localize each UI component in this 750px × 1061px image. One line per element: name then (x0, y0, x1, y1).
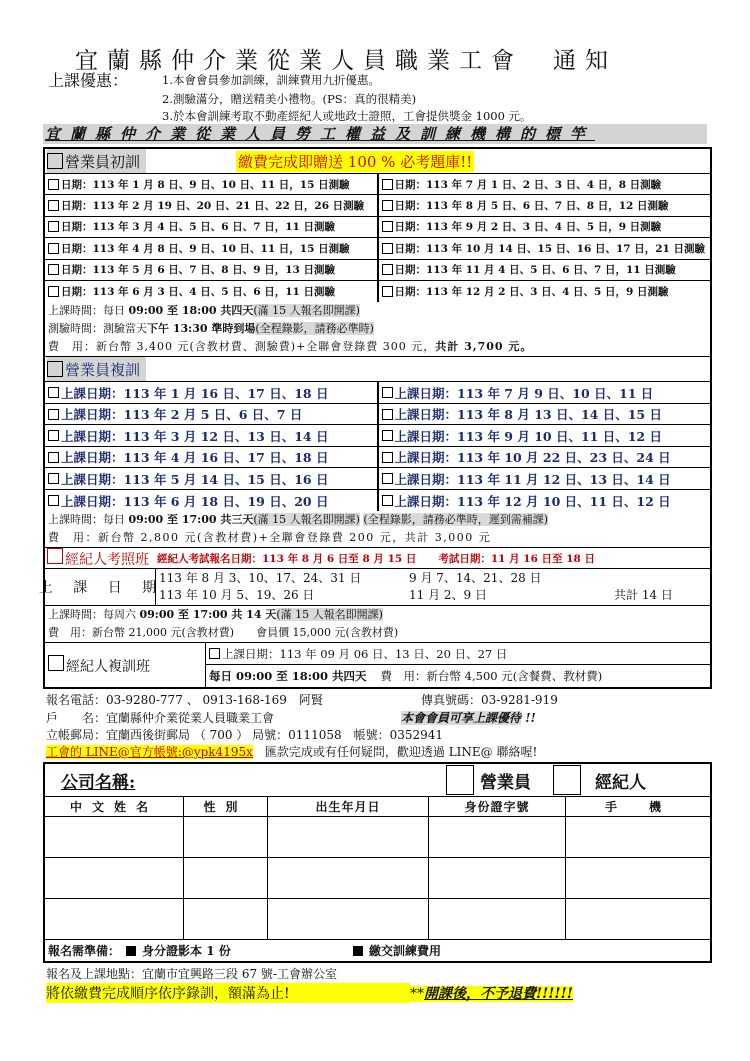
birthdate-input[interactable] (267, 899, 428, 939)
date-checkbox[interactable] (382, 221, 393, 232)
initial-date-row (45, 238, 710, 259)
initial-date-row (45, 195, 710, 216)
benefits-label: 上課優惠： (48, 71, 129, 90)
date-checkbox[interactable] (48, 452, 59, 463)
mobile-input[interactable] (565, 858, 710, 898)
initial-checkbox[interactable] (47, 153, 63, 169)
value: 09:00 至 18:00 共四天 (128, 304, 254, 318)
section-title: 經紀人複訓班 (66, 658, 150, 675)
gender-input[interactable] (183, 858, 267, 898)
broker-header (45, 548, 710, 569)
initial-date-row (45, 281, 710, 302)
id-input[interactable] (428, 817, 565, 857)
refund-prefix: ** (410, 986, 424, 1002)
date-checkbox[interactable] (382, 264, 393, 275)
fee: 費 用：新台幣 2,800 元(含教材費)+全聯會登錄費 200 元，共計 3,000 元 (48, 531, 492, 545)
date-option: 上課日期：113 年 1 月 16 日、17 日、18 日 (61, 385, 329, 401)
dates: 上課日期：113 年 09 月 06 日、13 日、20 日、27 日 (222, 646, 508, 661)
header-mobile: 手 機 (565, 797, 710, 816)
date-checkbox[interactable] (48, 495, 59, 506)
dates: 11 月 2、9 日 (409, 588, 487, 603)
refresher-info (45, 511, 710, 548)
fee (45, 338, 710, 356)
date-option: 日期：113 年 11 月 4 日、5 日、6 日、7 日，11 日測驗 (394, 264, 676, 277)
date-checkbox[interactable] (48, 430, 59, 441)
form-entry-row (45, 899, 710, 940)
line-line (46, 743, 537, 760)
session-checkbox[interactable] (209, 648, 220, 659)
date-checkbox[interactable] (48, 409, 59, 420)
section-title: 營業員初訓 (65, 152, 141, 171)
date-option: 上課日期：113 年 3 月 12 日、13 日、14 日 (61, 428, 329, 444)
company-row (45, 764, 710, 797)
notice-label: 通知 (553, 48, 617, 74)
order-note: 將依繳費完成順序依序錄訓，額滿為止! (46, 983, 410, 1003)
benefit-item: 1.本會會員參加訓練，訓練費用九折優惠。 (162, 73, 380, 87)
date-option: 上課日期：113 年 6 月 18 日、19 日、20 日 (61, 493, 329, 509)
form-entry-row (45, 817, 710, 858)
fee-total: 共計 3,700 元。 (435, 340, 533, 354)
date-checkbox[interactable] (382, 179, 393, 190)
refund-note: 開課後，不予退費!!!!!! (424, 986, 573, 1002)
initial-header (45, 149, 710, 174)
prep-item: 身分證影本 1 份 (142, 944, 231, 958)
date-option: 日期：113 年 4 月 8 日、9 日、10 日、11 日，15 日測驗 (61, 242, 350, 255)
date-option: 日期：113 年 12 月 2 日、3 日、4 日、5 日，9 日測驗 (394, 286, 669, 299)
name-input[interactable] (45, 817, 183, 857)
date-option: 日期：113 年 1 月 8 日、9 日、10 日、11 日，15 日測驗 (61, 178, 350, 191)
broker-dates (38, 569, 710, 606)
broker-refresh-checkbox[interactable] (48, 655, 64, 671)
salesperson-checkbox[interactable] (446, 765, 474, 795)
promo-badge: 繳費完成即贈送 100 % 必考題庫!! (238, 152, 473, 171)
date-checkbox[interactable] (382, 200, 393, 211)
post-office: 立帳郵局：宜蘭西後街郵局 （ 700 ） 局號：0111058 帳號：0352941 (46, 728, 444, 742)
refresher-date-row (45, 404, 710, 426)
filled-square-icon (353, 946, 363, 956)
refresher-date-row (45, 425, 710, 447)
broker-label: 經紀人 (595, 772, 646, 793)
salesperson-label: 營業員 (480, 772, 531, 793)
date-checkbox[interactable] (382, 430, 393, 441)
birthdate-input[interactable] (267, 817, 428, 857)
initial-info (45, 302, 710, 357)
form-header (45, 797, 710, 817)
refresher-date-row (45, 382, 710, 404)
date-option: 日期：113 年 2 月 19 日、20 日、21 日、22 日，26 日測驗 (61, 200, 365, 213)
broker-checkbox[interactable] (47, 548, 63, 564)
refresher-date-row (45, 447, 710, 469)
account-line (46, 709, 536, 726)
date-option: 上課日期：113 年 12 月 10 日、11 日、12 日 (394, 493, 671, 509)
fee: 費 用：新台幣 21,000 元(含教材費) 會員價 15,000 元(含教材費) (48, 626, 399, 640)
header-name: 中文姓名 (69, 800, 158, 814)
broker-refresh (45, 643, 710, 687)
line-account-link[interactable]: 工會的 LINE@官方帳號:@ypk4195x (46, 745, 253, 759)
date-checkbox[interactable] (382, 452, 393, 463)
fee: 費 用：新台幣 4,500 元(含餐費、教材費) (380, 668, 603, 683)
section-title: 營業員複訓 (65, 360, 141, 379)
date-checkbox[interactable] (48, 221, 59, 232)
note: (全程錄影，請務必準時) (255, 322, 374, 336)
gender-input[interactable] (183, 899, 267, 939)
label: 上課時間：每日 (48, 304, 129, 318)
date-option: 上課日期：113 年 11 月 12 日、13 日、14 日 (394, 471, 671, 487)
union-name: 宜蘭縣仲介業從業人員職業工會 (75, 48, 523, 74)
course-table (38, 147, 712, 689)
date-checkbox[interactable] (382, 473, 393, 484)
order-line (46, 983, 573, 1003)
date-checkbox[interactable] (48, 179, 59, 190)
refresher-date-row (45, 468, 710, 490)
date-option: 上課日期：113 年 8 月 13 日、14 日、15 日 (394, 407, 662, 423)
note: (滿 15 人報名即開課) (253, 513, 360, 527)
date-checkbox[interactable] (48, 286, 59, 297)
form-entry-row (45, 858, 710, 899)
broker-checkbox[interactable] (553, 765, 581, 795)
dates: 113 年 8 月 3、10、17、24、31 日 (159, 571, 362, 586)
note: (全程錄影，請務必準時，遲到需補課) (363, 513, 549, 527)
benefit-item: 2.測驗滿分，贈送精美小禮物。(PS：真的很精美) (162, 92, 417, 106)
class-time (45, 511, 710, 529)
slogan-banner: 宜蘭縣仲介業從業人員勞工權益及訓練機構的標竿 (43, 124, 707, 144)
refresher-date-row (45, 490, 710, 512)
date-option: 日期：113 年 7 月 1 日、2 日、3 日、4 日，8 日測驗 (394, 178, 662, 191)
class-time (45, 606, 710, 624)
header-id: 身份證字號 (428, 797, 565, 816)
date-checkbox[interactable] (382, 387, 393, 398)
initial-date-row (45, 217, 710, 238)
birthdate-input[interactable] (267, 858, 428, 898)
gender-input[interactable] (183, 817, 267, 857)
id-input[interactable] (428, 899, 565, 939)
date-checkbox[interactable] (48, 243, 59, 254)
note: (滿 15 人報名即開課) (253, 304, 360, 318)
date-checkbox[interactable] (382, 409, 393, 420)
header-birthdate: 出生年月日 (267, 797, 428, 816)
date-option: 上課日期：113 年 5 月 14 日、15 日、16 日 (61, 471, 329, 487)
label: 上課時間：每周六 (48, 608, 140, 622)
name-input[interactable] (45, 899, 183, 939)
exam-time (45, 320, 710, 338)
prep-item: 繳交訓練費用 (369, 944, 442, 958)
dates: 113 年 10 月 5、19、26 日 (159, 588, 315, 603)
date-checkbox[interactable] (382, 243, 393, 254)
date-option: 上課日期：113 年 10 月 22 日、23 日、24 日 (394, 450, 671, 466)
date-checkbox[interactable] (48, 264, 59, 275)
company-label: 公司名稱: (61, 772, 136, 793)
date-option: 日期：113 年 9 月 2 日、3 日、4 日、5 日，9 日測驗 (394, 221, 662, 234)
value: 09:00 至 17:00 共 14 天 (139, 608, 277, 622)
note: (滿 15 人報名即開課) (276, 608, 383, 622)
page-title (75, 42, 617, 75)
date-option: 日期：113 年 5 月 6 日、7 日、8 日、9 日，13 日測驗 (61, 264, 335, 277)
account-name: 戶 名：宜蘭縣仲介業從業人員職業工會 (46, 711, 275, 725)
fee-text: 費 用：新台幣 3,400 元(含教材費、測驗費)+全聯會登錄費 300 元， (48, 340, 436, 354)
mobile-input[interactable] (565, 899, 710, 939)
dates: 9 月 7、14、21、28 日 (409, 571, 542, 586)
broker-info (45, 606, 710, 643)
initial-date-row (45, 260, 710, 281)
member-note-excl: !! (521, 711, 536, 725)
date-checkbox[interactable] (48, 387, 59, 398)
phone: 報名電話：03-9280-777 、 0913-168-169 阿賢 (46, 693, 323, 707)
value: 下午 13:30 準時到場 (147, 322, 256, 336)
class-time (45, 302, 710, 320)
date-line (159, 570, 710, 587)
date-option: 上課日期：113 年 4 月 16 日、17 日、18 日 (61, 450, 329, 466)
date-option: 日期：113 年 6 月 3 日、4 日、5 日、6 日，11 日測驗 (61, 286, 335, 299)
mobile-input[interactable] (565, 817, 710, 857)
id-input[interactable] (428, 858, 565, 898)
date-line (159, 587, 710, 604)
line-note: 匯款完成或有任何疑問，歡迎透過 LINE@ 聯絡喔! (264, 745, 538, 759)
date-checkbox[interactable] (382, 286, 393, 297)
date-option: 上課日期：113 年 2 月 5 日、6 日、7 日 (61, 407, 303, 423)
refresher-header (45, 357, 710, 382)
phone-line (46, 691, 558, 708)
date-option: 日期：113 年 3 月 4 日、5 日、6 日、7 日，11 日測驗 (61, 221, 335, 234)
refresher-checkbox[interactable] (47, 361, 63, 377)
total-days: 共計 14 日 (614, 588, 673, 603)
prep-label: 報名需準備： (48, 944, 121, 958)
label: 上課時間：每日 (48, 513, 129, 527)
exam-dates: 考試日期：11 月 16 日至 18 日 (438, 552, 595, 565)
registration-dates: 經紀人考試報名日期：113 年 8 月 6 日至 8 月 15 日 (157, 552, 417, 565)
prep-row (45, 940, 710, 961)
value: 09:00 至 17:00 共三天 (128, 513, 254, 527)
name-input[interactable] (45, 858, 183, 898)
date-option: 上課日期：113 年 7 月 9 日、10 日、11 日 (394, 385, 654, 401)
date-option: 日期：113 年 8 月 5 日、6 日、7 日、8 日，12 日測驗 (394, 200, 669, 213)
date-checkbox[interactable] (382, 495, 393, 506)
class-time: 每日 09:00 至 18:00 共四天 (209, 668, 367, 683)
label: 測驗時間：測驗當天 (48, 322, 147, 336)
member-note: 本會會員可享上課優待 (401, 711, 522, 725)
initial-date-row (45, 174, 710, 195)
registration-form (43, 762, 712, 963)
address: 報名及上課地點：宜蘭市宜興路三段 67 號-工會辦公室 (46, 967, 337, 981)
benefit-item: 3.於本會訓練考取不動產經紀人或地政士證照，工會提供獎金 1000 元。 (162, 109, 532, 123)
section-title: 經紀人考照班 (65, 551, 149, 568)
date-option: 上課日期：113 年 9 月 10 日、11 日、12 日 (394, 428, 662, 444)
date-checkbox[interactable] (48, 200, 59, 211)
filled-square-icon (126, 946, 136, 956)
fax: 傳真號碼：03-9281-919 (421, 693, 558, 707)
date-option: 日期：113 年 10 月 14 日、15 日、16 日、17 日，21 日測驗 (394, 242, 705, 255)
date-checkbox[interactable] (48, 473, 59, 484)
date-label: 上 課 日 期 (38, 580, 165, 597)
header-gender: 性別 (183, 797, 267, 816)
